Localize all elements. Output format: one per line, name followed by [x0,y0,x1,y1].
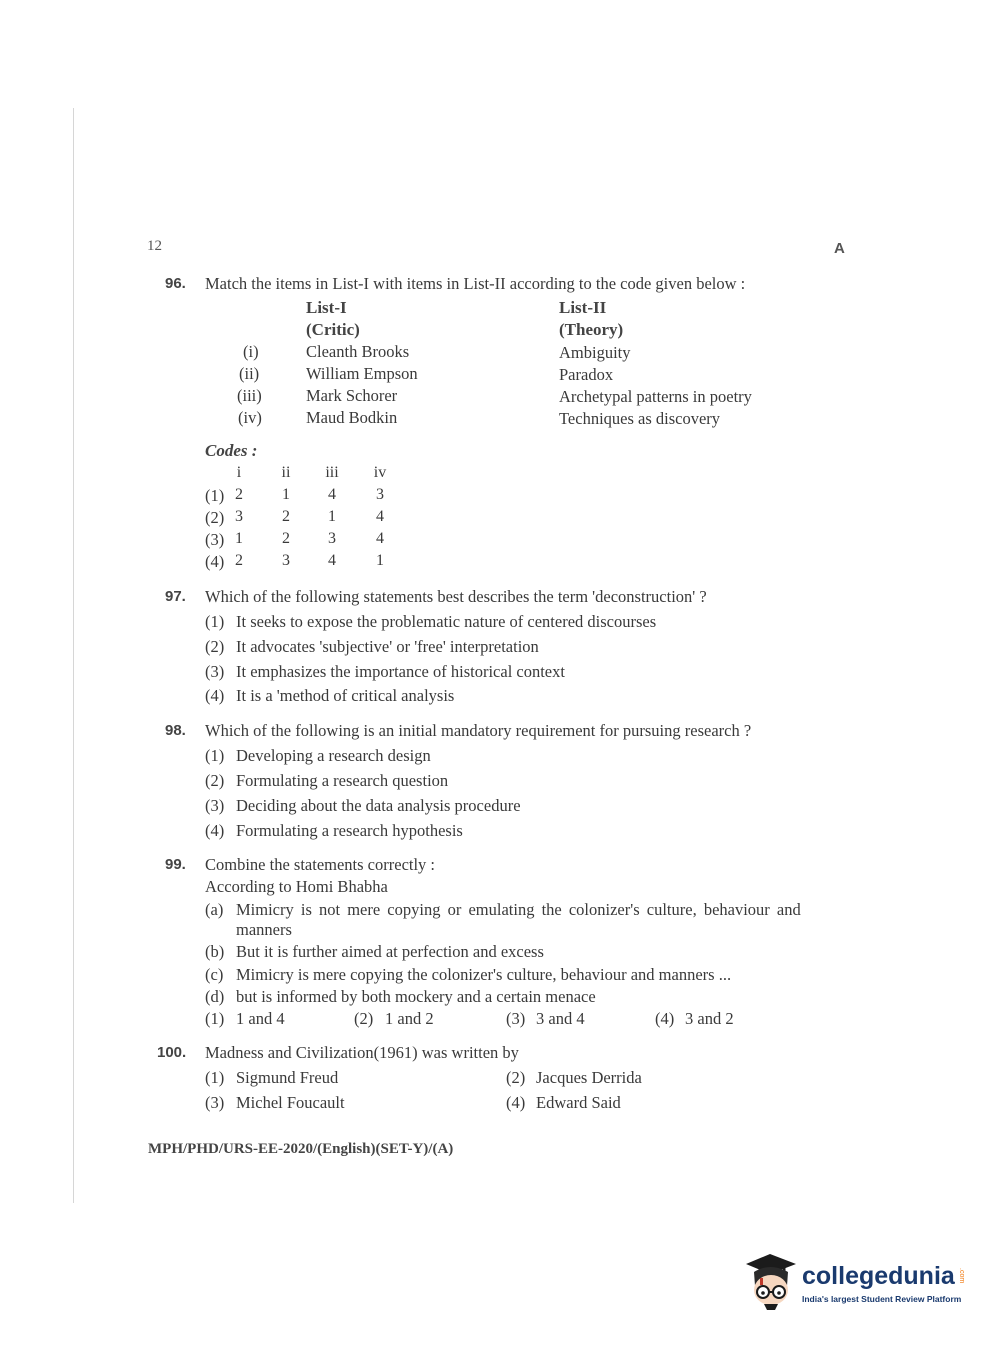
option-text: It is a 'method of critical analysis [236,686,455,705]
margin-rule [73,108,74,1203]
codes-label: Codes : [205,441,258,460]
page-number: 12 [147,238,162,254]
option-number: (1) [205,612,225,631]
option-number: (4) [506,1093,526,1112]
option-text: Jacques Derrida [536,1068,642,1087]
list-roman: (i) [243,342,259,361]
statement-label: (c) [205,965,224,984]
option-text: Michel Foucault [236,1093,345,1112]
list-critic: Mark Schorer [306,386,398,405]
option-text: It seeks to expose the problematic nature of centered discourses [236,612,657,631]
code-cell: 3 [235,508,243,525]
option-number: (4) [205,686,225,705]
list1-subtitle: (Critic) [306,320,360,339]
option-text: Edward Said [536,1093,621,1112]
list-critic: William Empson [306,364,418,383]
code-cell: 1 [235,530,243,547]
code-cell: 3 [376,486,384,503]
list-roman: (iii) [237,386,262,405]
set-label: A [834,240,845,257]
statement-label: (b) [205,942,225,961]
option-number: (3) [205,1093,225,1112]
question-number: 99. [165,856,186,873]
option-number: (2) [205,771,225,790]
code-header: i [236,464,242,481]
code-cell: 1 [376,552,384,569]
question-text: Which of the following statements best describes the term 'deconstruction' ? [205,587,707,606]
option-number: (4) [655,1009,675,1028]
question-number: 100. [157,1044,187,1061]
collegedunia-logo [740,1248,970,1318]
option-number: (1) [205,746,225,765]
logo-wordmark: collegedunia [802,1262,955,1290]
option-text: Formulating a research hypothesis [236,821,463,840]
option-text: 1 and 4 [236,1009,285,1028]
question-number: 96. [165,275,186,292]
list-critic: Maud Bodkin [306,408,398,427]
statement-text: Mimicry is not mere copying or emulating the colonizer's culture, behaviour and [236,900,801,919]
statement-text-continued: manners [236,920,292,939]
option-number: (3) [205,662,225,681]
paper-code-footer: MPH/PHD/URS-EE-2020/(English)(SET-Y)/(A) [148,1141,454,1157]
option-text: Sigmund Freud [236,1068,339,1087]
code-cell: 1 [328,508,336,525]
code-cell: 4 [328,486,336,503]
code-header: iii [325,464,339,481]
question-text: Which of the following is an initial mandatory requirement for pursuing research ? [205,721,752,740]
list1-title: List-I [306,298,347,317]
list-theory: Paradox [559,365,614,384]
statement-text: Mimicry is mere copying the colonizer's culture, behaviour and manners ... [236,965,732,984]
question-text: Combine the statements correctly : [205,855,436,874]
code-cell: 2 [282,530,290,547]
statement-label: (d) [205,987,225,1006]
code-cell: 3 [328,530,336,547]
question-text: Madness and Civilization(1961) was written by [205,1043,519,1062]
code-cell: 4 [376,508,384,525]
option-number: (1) [205,1068,225,1087]
list-theory: Ambiguity [559,343,631,362]
option-number: (2) [506,1068,526,1087]
code-cell: 2 [235,486,243,503]
option-text: Developing a research design [236,746,431,765]
list-theory: Techniques as discovery [559,409,721,428]
question-text: Match the items in List-I with items in List-II according to the code given below : [205,274,746,293]
option-text: 1 and 2 [385,1009,434,1028]
list-theory: Archetypal patterns in poetry [559,387,752,406]
option-number: (2) [354,1009,374,1028]
option-text: It advocates 'subjective' or 'free' interpretation [236,637,539,656]
statement-text: But it is further aimed at perfection and excess [236,942,544,961]
list2-subtitle: (Theory) [559,320,624,339]
code-cell: 2 [235,552,243,569]
option-number: (1) [205,1009,225,1028]
code-option: (1) [205,486,225,505]
option-number: (2) [205,637,225,656]
code-cell: 2 [282,508,290,525]
option-text: 3 and 2 [685,1009,734,1028]
code-header: iv [373,464,387,481]
list-roman: (ii) [239,364,260,383]
question-number: 98. [165,722,186,739]
logo-domain: .com [958,1268,965,1284]
option-text: Deciding about the data analysis procedure [236,796,521,815]
list-critic: Cleanth Brooks [306,342,410,361]
code-cell: 4 [376,530,384,547]
list-roman: (iv) [238,408,262,427]
statement-text: but is informed by both mockery and a certain menace [236,987,596,1006]
code-cell: 4 [328,552,336,569]
question-subtext: According to Homi Bhabha [205,877,388,896]
statement-label: (a) [205,900,224,919]
code-cell: 3 [282,552,290,569]
student-mascot-icon [740,1248,802,1314]
logo-tagline: India's largest Student Review Platform [802,1294,962,1304]
option-number: (3) [205,796,225,815]
code-cell: 1 [282,486,290,503]
list2-title: List-II [559,298,607,317]
code-option: (4) [205,552,225,571]
option-text: 3 and 4 [536,1009,585,1028]
option-number: (4) [205,821,225,840]
option-text: It emphasizes the importance of historical context [236,662,565,681]
code-option: (2) [205,508,225,527]
option-text: Formulating a research question [236,771,449,790]
question-number: 97. [165,588,186,605]
option-number: (3) [506,1009,526,1028]
code-option: (3) [205,530,225,549]
code-header: ii [281,464,291,481]
